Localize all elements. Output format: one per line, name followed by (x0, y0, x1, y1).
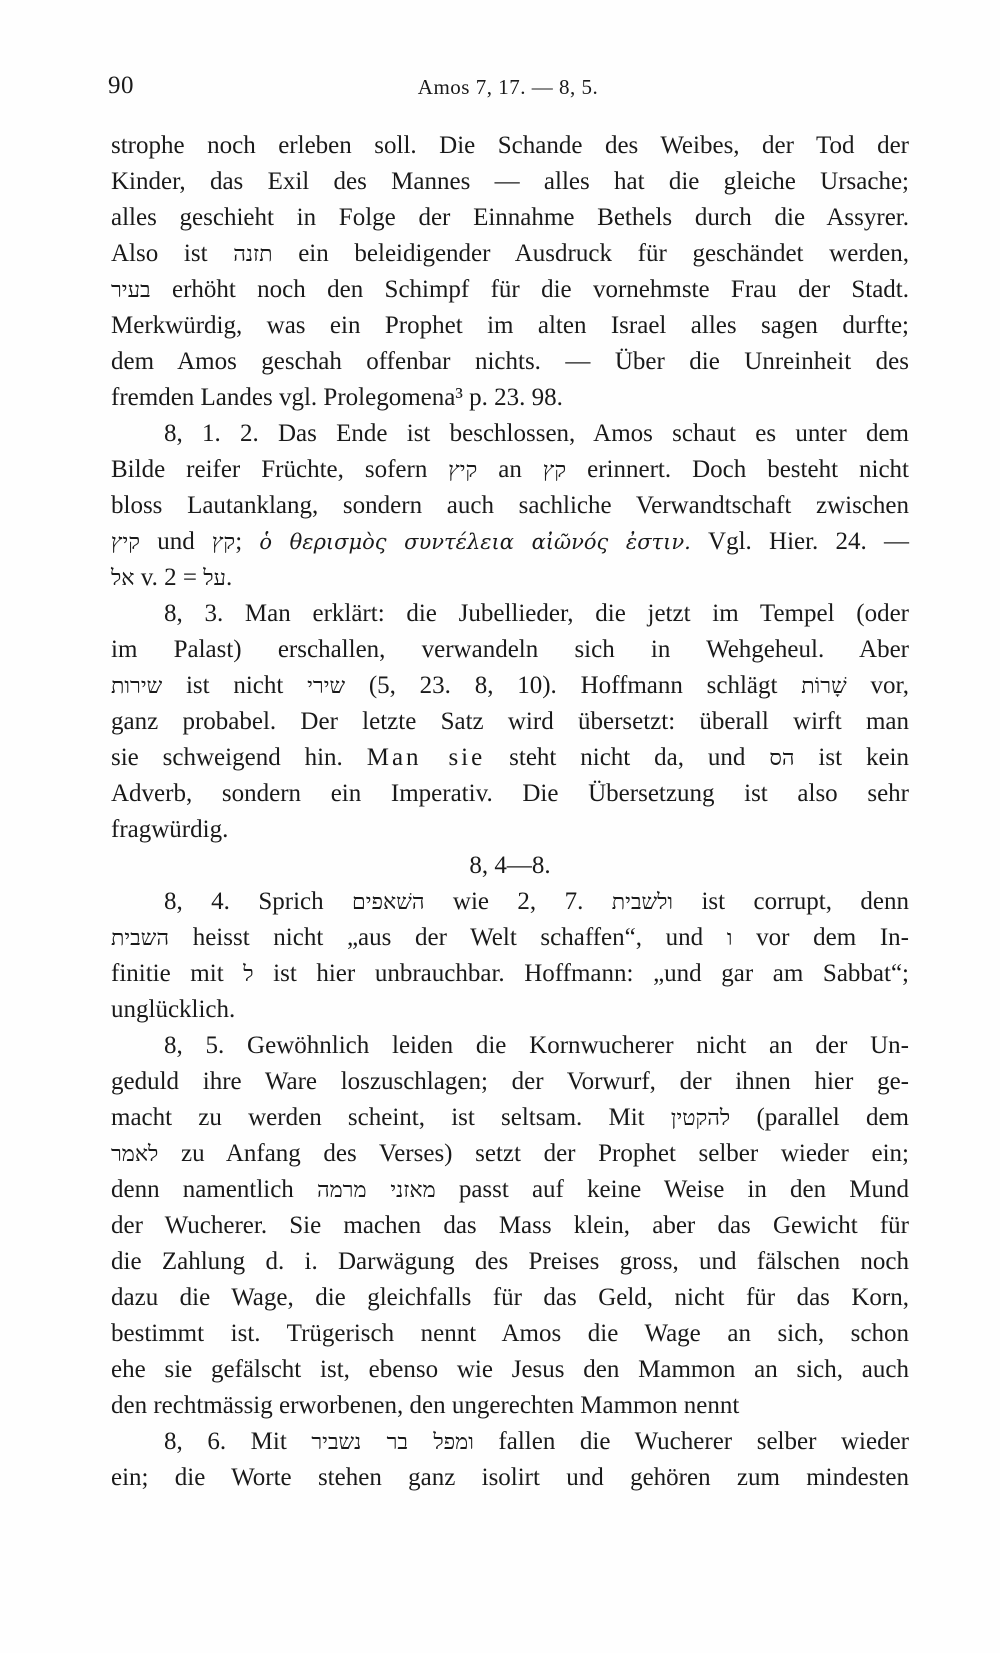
text-segment: macht zu werden scheint, ist seltsam. Mit (111, 1104, 671, 1131)
text-line (111, 956, 909, 992)
text-segment: finitie mit (111, 960, 244, 987)
text-segment: an (477, 456, 543, 483)
text-line (111, 740, 909, 776)
text-line (111, 1388, 909, 1424)
hebrew-word: ו (726, 926, 733, 951)
text-line (111, 1316, 909, 1352)
text-segment: Vgl. Hier. 24. — (690, 528, 909, 555)
hebrew-word: השבית (111, 926, 170, 951)
hebrew-word: שָׁרוֹת (801, 674, 847, 699)
text-segment: ehe sie gefälscht ist, ebenso wie Jesus den Mammon an sich, auch (111, 1356, 909, 1383)
text-segment: bestimmt ist. Trügerisch nennt Amos die Wage an sich, schon (111, 1320, 909, 1347)
text-segment: ein; die Worte stehen ganz isolirt und gehören zum mindesten (111, 1464, 909, 1491)
text-segment: vor dem In- (732, 924, 909, 951)
text-line (111, 236, 909, 272)
text-line (111, 488, 909, 524)
text-line (111, 704, 909, 740)
text-segment: Bilde reifer Früchte, sofern (111, 456, 449, 483)
text-segment: den rechtmässig erworbenen, den ungerechten Mammon nennt (111, 1392, 740, 1419)
text-line (111, 308, 909, 344)
text-segment: 8, 3. Man erklärt: die Jubellieder, die jetzt im Tempel (oder (164, 600, 909, 627)
text-line (111, 524, 909, 560)
text-segment: ist corrupt, denn (673, 888, 909, 915)
hebrew-word: על (203, 566, 226, 591)
text-line (111, 380, 909, 416)
text-line (111, 812, 909, 848)
text-line (111, 1100, 909, 1136)
text-segment: 8, 4—8. (469, 852, 551, 879)
text-segment: wie 2, 7. (424, 888, 612, 915)
hebrew-word: תזנה (233, 242, 273, 267)
text-segment: zu Anfang des Verses) setzt der Prophet selber wieder ein; (158, 1140, 909, 1167)
text-line (111, 452, 909, 488)
text-line (111, 1424, 909, 1460)
text-line (111, 1352, 909, 1388)
text-line (111, 1136, 909, 1172)
text-segment: vor, (846, 672, 910, 699)
hebrew-word: לאמר (111, 1142, 159, 1167)
text-line (111, 1244, 909, 1280)
text-line (111, 632, 909, 668)
text-segment: der Wucherer. Sie machen das Mass klein, aber das Gewicht für (111, 1212, 909, 1239)
text-segment: (5, 23. 8, 10). Hoffmann schlägt (345, 672, 802, 699)
text-segment: 8, 1. 2. Das Ende ist beschlossen, Amos schaut es unter dem (164, 420, 909, 447)
text-segment: unglücklich. (111, 996, 236, 1023)
text-segment: ein beleidigender Ausdruck für geschändet werden, (272, 240, 909, 267)
text-segment: alles geschieht in Folge der Einnahme Bethels durch die Assyrer. (111, 204, 909, 231)
hebrew-word: בעיר (111, 278, 151, 303)
hebrew-word: להקטין (670, 1106, 731, 1131)
text-line (111, 596, 909, 632)
text-segment: bloss Lautanklang, sondern auch sachliche Verwandtschaft zwischen (111, 492, 909, 519)
text-segment: 8, 6. Mit (164, 1428, 312, 1455)
hebrew-word: קץ (542, 458, 567, 483)
hebrew-word: שירי (307, 674, 346, 699)
text-segment: sie schweigend hin. (111, 744, 367, 771)
text-segment: Adverb, sondern ein Imperativ. Die Übersetzung ist also sehr (111, 780, 909, 807)
text-segment: dazu die Wage, die gleichfalls für das Geld, nicht für das Korn, (111, 1284, 909, 1311)
text-segment: steht nicht da, und (485, 744, 770, 771)
text-line (111, 416, 909, 452)
text-line (111, 1208, 909, 1244)
text-line (111, 200, 909, 236)
text-segment: dem Amos geschah offenbar nichts. — Über die Unreinheit des (111, 348, 909, 375)
text-segment: ist hier unbrauchbar. Hoffmann: „und gar am Sabbat“; (253, 960, 910, 987)
section-heading (111, 848, 909, 884)
text-line (111, 1172, 909, 1208)
text-segment: v. 2 = (134, 564, 204, 591)
text-segment: ist kein (794, 744, 909, 771)
text-segment: ganz probabel. Der letzte Satz wird übersetzt: überall wirft man (111, 708, 909, 735)
text-segment: geduld ihre Ware loszuschlagen; der Vorwurf, der ihnen hier ge- (111, 1068, 909, 1095)
text-line (111, 992, 909, 1028)
hebrew-word: אל (111, 566, 135, 591)
text-segment: 8, 5. Gewöhnlich leiden die Kornwucherer nicht an der Un- (164, 1032, 909, 1059)
text-segment: fragwürdig. (111, 816, 229, 843)
text-segment: denn namentlich (111, 1176, 317, 1203)
text-line (111, 1280, 909, 1316)
text-segment: fallen die Wucherer selber wieder (473, 1428, 910, 1455)
text-line (111, 1028, 909, 1064)
spaced-emphasis: Man sie (366, 744, 486, 771)
text-segment: im Palast) erschallen, verwandeln sich in Wehgeheul. Aber (111, 636, 909, 663)
hebrew-word: ולשבית (611, 890, 674, 915)
text-segment: fremden Landes vgl. Prolegomena³ p. 23. 98. (111, 384, 563, 411)
text-segment: heisst nicht „aus der Welt schaffen“, und (169, 924, 727, 951)
hebrew-word: שירות (111, 674, 163, 699)
text-segment: (parallel dem (730, 1104, 909, 1131)
page-header (108, 72, 908, 112)
text-line (111, 920, 909, 956)
hebrew-word: השׁאפים (352, 890, 425, 915)
hebrew-word: מאזני מרמה (316, 1178, 436, 1203)
text-segment: passt auf keine Weise in den Mund (435, 1176, 910, 1203)
text-line (111, 1064, 909, 1100)
body-text (111, 128, 909, 1496)
hebrew-word: קיץ (111, 530, 141, 555)
text-segment: ; (235, 528, 260, 555)
page-number: 90 (108, 72, 134, 99)
text-segment: Also ist (111, 240, 234, 267)
text-segment: . (225, 564, 233, 591)
text-line (111, 272, 909, 308)
text-segment: und (140, 528, 212, 555)
text-line (111, 128, 909, 164)
hebrew-word: ל (243, 962, 254, 987)
hebrew-word: הס (769, 746, 795, 771)
text-segment: Kinder, das Exil des Mannes — alles hat die gleiche Ursache; (111, 168, 909, 195)
text-line (111, 1460, 909, 1496)
text-line (111, 884, 909, 920)
text-line (111, 560, 909, 596)
text-line (111, 164, 909, 200)
text-line (111, 668, 909, 704)
text-segment: erinnert. Doch besteht nicht (566, 456, 909, 483)
text-segment: Merkwürdig, was ein Prophet im alten Israel alles sagen durfte; (111, 312, 909, 339)
text-segment: erhöht noch den Schimpf für die vornehmste Frau der Stadt. (150, 276, 909, 303)
hebrew-word: קיץ (448, 458, 478, 483)
text-line (111, 344, 909, 380)
text-segment: 8, 4. Sprich (164, 888, 353, 915)
text-segment: ist nicht (162, 672, 308, 699)
hebrew-word: קץ (211, 530, 236, 555)
text-line (111, 776, 909, 812)
text-segment: die Zahlung d. i. Darwägung des Preises gross, und fälschen noch (111, 1248, 909, 1275)
hebrew-word: ומפל בר נשביר (311, 1430, 474, 1455)
running-head: Amos 7, 17. — 8, 5. (417, 75, 599, 99)
greek-phrase: ὁ θερισμὸς συντέλεια αἰῶνός ἐστιν. (259, 530, 691, 554)
text-segment: strophe noch erleben soll. Die Schande des Weibes, der Tod der (111, 132, 909, 159)
